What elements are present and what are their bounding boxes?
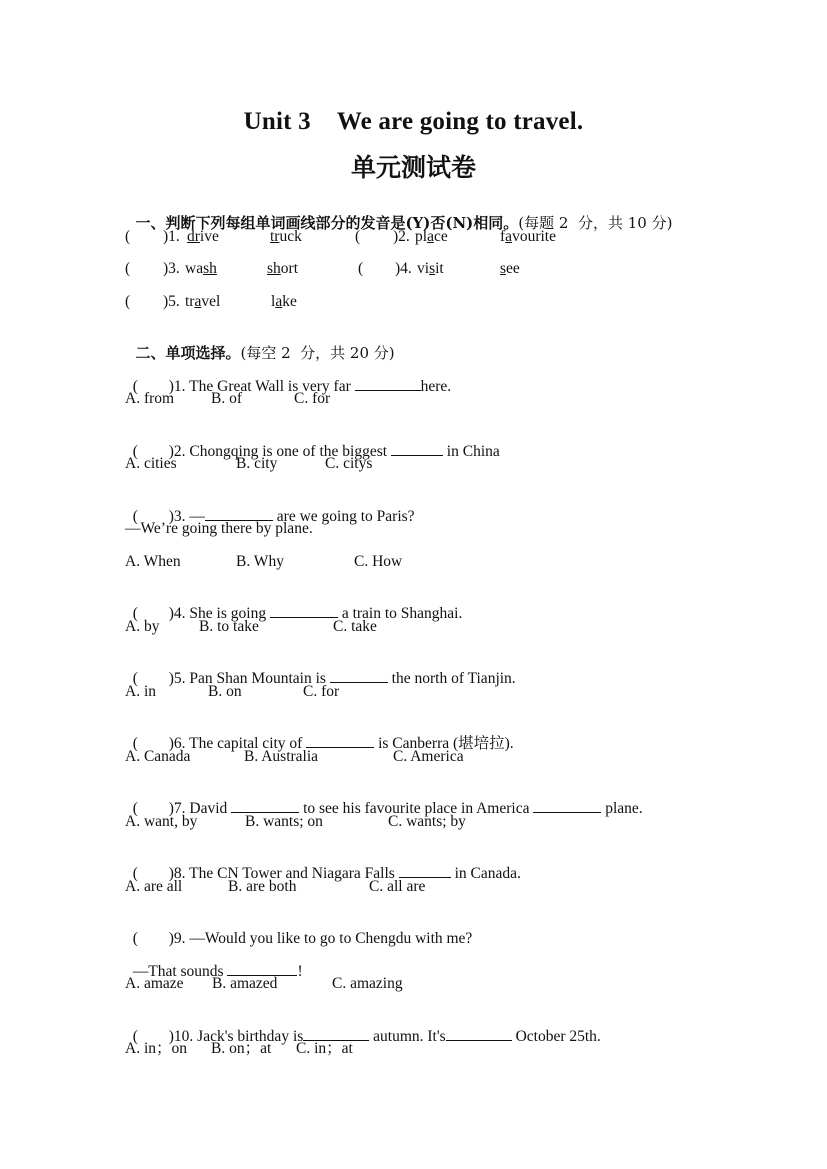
question-text-end: the north of Tianjin. [387, 670, 516, 687]
question-text: Pan Shan Mountain is [189, 670, 330, 687]
option-b[interactable]: B. wants; on [245, 813, 323, 830]
option-a[interactable]: A. in [125, 683, 156, 700]
answer-paren[interactable]: ( [125, 293, 131, 310]
question-text-end: plane. [601, 800, 643, 817]
word-1: drive [187, 228, 219, 245]
answer-paren[interactable]: ( [125, 260, 131, 277]
question-text-end: is Canberra (堪培拉). [374, 735, 514, 752]
answer-paren[interactable]: ( [358, 260, 364, 277]
answer-blank[interactable] [306, 734, 374, 748]
question-number: )6. [168, 735, 186, 752]
question-text: She is going [189, 605, 270, 622]
question-text: — [189, 508, 205, 525]
question-text-end: are we going to Paris? [272, 508, 415, 525]
answer-paren[interactable]: ( [132, 735, 138, 752]
answer-paren[interactable]: ( [355, 228, 361, 245]
item-number: )4. [395, 260, 412, 277]
item-number: )3. [163, 260, 180, 277]
question-number: )4. [168, 605, 186, 622]
question-number: )5. [168, 670, 186, 687]
word-2: favourite [500, 228, 556, 245]
question-text-end: in China [442, 443, 500, 460]
question-text: Jack's birthday is [197, 1028, 304, 1045]
question-text-end: in Canada. [450, 865, 521, 882]
section1-heading-text: 一、判断下列每组单词画线部分的发音是(Y)否(N)相同。 [135, 214, 519, 232]
item-number: )2. [393, 228, 410, 245]
answer-blank[interactable] [270, 604, 338, 618]
answer-paren[interactable]: ( [132, 670, 138, 687]
section1-note: (每题 2 分，共 10 分) [518, 214, 673, 232]
question-text: The CN Tower and Niagara Falls [189, 865, 399, 882]
option-c[interactable]: C. amazing [332, 975, 403, 992]
question-text-mid: autumn. It's [369, 1028, 446, 1045]
question-number: )10. [168, 1028, 194, 1045]
option-a[interactable]: A. by [125, 618, 160, 635]
question-text: The Great Wall is very far [189, 378, 355, 395]
answer-paren[interactable]: ( [132, 443, 138, 460]
answer-paren[interactable]: ( [132, 605, 138, 622]
option-b[interactable]: B. amazed [212, 975, 278, 992]
answer-paren[interactable]: ( [132, 1028, 138, 1045]
word-1: visit [417, 260, 444, 277]
question-text: Chongqing is one of the biggest [189, 443, 391, 460]
option-a[interactable]: A. from [125, 390, 175, 407]
option-b[interactable]: B. of [211, 390, 242, 407]
page-title [0, 108, 827, 136]
answer-paren[interactable]: ( [132, 378, 138, 395]
option-c[interactable]: C. How [354, 553, 403, 570]
option-b[interactable]: B. city [236, 455, 278, 472]
answer-line-3: —We’re going there by plane. [125, 520, 313, 537]
option-a[interactable]: A. amaze [125, 975, 184, 992]
option-b[interactable]: B. are both [228, 878, 297, 895]
option-c[interactable]: C. take [333, 618, 377, 635]
word-2: see [500, 260, 520, 277]
item-number: )1. [163, 228, 180, 245]
unit-title: We are going to travel. [336, 108, 584, 135]
option-c[interactable]: C. all are [369, 878, 426, 895]
word-2: short [267, 260, 299, 277]
answer-text-end: ! [297, 963, 303, 980]
option-b[interactable]: B. on；at [211, 1040, 272, 1057]
option-c[interactable]: C. for [303, 683, 340, 700]
question-number: )9. [168, 930, 186, 947]
question-text: The capital city of [189, 735, 307, 752]
answer-blank-1[interactable] [231, 799, 299, 813]
option-b[interactable]: B. Australia [244, 748, 319, 765]
question-number: )1. [168, 378, 186, 395]
section2-note: (每空 2 分，共 20 分) [240, 344, 395, 362]
option-b[interactable]: B. Why [236, 553, 284, 570]
option-c[interactable]: C. citys [325, 455, 373, 472]
answer-paren[interactable]: ( [132, 865, 138, 882]
option-a[interactable]: A. Canada [125, 748, 191, 765]
question-number: )3. [168, 508, 186, 525]
word-2: truck [270, 228, 302, 245]
option-b[interactable]: B. on [208, 683, 242, 700]
question-text: —Would you like to go to Chengdu with me? [189, 930, 473, 947]
option-c[interactable]: C. wants; by [388, 813, 466, 830]
answer-blank[interactable] [330, 669, 388, 683]
answer-paren[interactable]: ( [132, 930, 138, 947]
option-a[interactable]: A. want, by [125, 813, 198, 830]
option-b[interactable]: B. to take [199, 618, 259, 635]
question-text-mid: to see his favourite place in America [299, 800, 534, 817]
word-1: travel [185, 293, 221, 310]
question-text-end: a train to Shanghai. [337, 605, 463, 622]
question-text-end: October 25th. [511, 1028, 601, 1045]
answer-paren[interactable]: ( [132, 800, 138, 817]
word-1: place [415, 228, 448, 245]
option-c[interactable]: C. for [294, 390, 331, 407]
option-a[interactable]: A. When [125, 553, 181, 570]
question-text-end: here. [420, 378, 452, 395]
word-2: lake [271, 293, 297, 310]
answer-paren[interactable]: ( [125, 228, 131, 245]
answer-text: —That sounds [132, 963, 228, 980]
word-1: wash [185, 260, 217, 277]
option-c[interactable]: C. in；at [296, 1040, 353, 1057]
page-subtitle: 单元测试卷 [350, 153, 476, 182]
question-number: )8. [168, 865, 186, 882]
item-number: )5. [163, 293, 180, 310]
option-a[interactable]: A. in；on [125, 1040, 188, 1057]
unit-label: Unit 3 [243, 108, 311, 135]
question-number: )7. [168, 800, 186, 817]
answer-blank-2[interactable] [533, 799, 601, 813]
section2-heading-text: 二、单项选择。 [135, 344, 241, 362]
question-text: David [189, 800, 232, 817]
answer-blank[interactable] [399, 864, 451, 878]
answer-paren[interactable]: ( [132, 508, 138, 525]
option-a[interactable]: A. cities [125, 455, 177, 472]
option-a[interactable]: A. are all [125, 878, 183, 895]
question-number: )2. [168, 443, 186, 460]
options-10 [125, 1039, 625, 1119]
option-c[interactable]: C. America [393, 748, 464, 765]
